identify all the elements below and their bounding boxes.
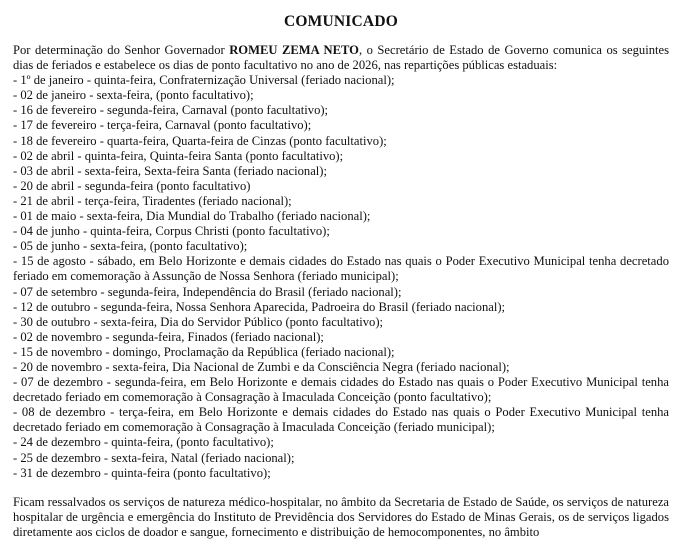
intro-text-before: Por determinação do Senhor Governador: [13, 43, 230, 57]
holiday-item: - 20 de abril - segunda-feira (ponto facultativo): [13, 178, 251, 193]
holiday-item: - 15 de agosto - sábado, em Belo Horizonte e demais cidades do Estado nas quais o Poder Executivo Municipal tenha decretado feriado em comemoração à Assunção de Nossa Senhora (feriado municipal);: [13, 254, 669, 284]
document-page: [13, 0, 669, 540]
holiday-item: - 25 de dezembro - sexta-feira, Natal (feriado nacional);: [13, 450, 295, 465]
holiday-item: - 03 de abril - sexta-feira, Sexta-feira Santa (feriado nacional);: [13, 163, 327, 178]
holiday-item: - 30 de outubro - sexta-feira, Dia do Servidor Público (ponto facultativo);: [13, 314, 384, 329]
intro-paragraph: [13, 43, 669, 73]
document-body: [13, 43, 669, 540]
holiday-item: - 31 de dezembro - quinta-feira (ponto facultativo);: [13, 465, 271, 480]
holiday-item: - 05 de junho - sexta-feira, (ponto facultativo);: [13, 239, 248, 254]
holiday-item: - 02 de janeiro - sexta-feira, (ponto facultativo);: [13, 88, 254, 103]
holiday-item: - 15 de novembro - domingo, Proclamação da República (feriado nacional);: [13, 344, 395, 359]
holiday-item: - 07 de dezembro - segunda-feira, em Belo Horizonte e demais cidades do Estado nas quais o Poder Executivo Municipal tenha decretado feriado em comemoração à Consagração à Imaculada Conceição (ponto facultativo);: [13, 375, 669, 405]
holiday-item: - 16 de fevereiro - segunda-feira, Carnaval (ponto facultativo);: [13, 103, 329, 118]
holiday-item: - 24 de dezembro - quinta-feira, (ponto facultativo);: [13, 435, 274, 450]
holiday-item: - 1º de janeiro - quinta-feira, Confraternização Universal (feriado nacional);: [13, 73, 395, 88]
holiday-item: - 04 de junho - quinta-feira, Corpus Christi (ponto facultativo);: [13, 224, 330, 239]
intro-text-after: , o Secretário de Estado de Governo comunica os seguintes dias de feriados e estabelece os dias de ponto facultativo no ano de 2026, nas repartições públicas estaduais:: [13, 43, 669, 73]
holiday-item: - 20 de novembro - sexta-feira, Dia Nacional de Zumbi e da Consciência Negra (feriado nacional);: [13, 359, 510, 374]
holiday-item: - 02 de novembro - segunda-feira, Finados (feriado nacional);: [13, 329, 324, 344]
holiday-item: - 12 de outubro - segunda-feira, Nossa Senhora Aparecida, Padroeira do Brasil (feriado nacional);: [13, 299, 506, 314]
governor-name: ROMEU ZEMA NETO: [229, 43, 359, 57]
document-title: COMUNICADO: [284, 13, 398, 30]
closing-paragraph: Ficam ressalvados os serviços de natureza médico-hospitalar, no âmbito da Secretaria de Estado de Saúde, os serviços de natureza hospitalar de urgência e emergência do Instituto de Previdência dos Servidores do Estado de Minas Gerais, os de serviços ligados diretamente aos ciclos de doador e sangue, fornecimento e distribuição de hemocomponentes, no âmbito: [13, 494, 669, 539]
holiday-item: - 08 de dezembro - terça-feira, em Belo Horizonte e demais cidades do Estado nas quais o Poder Executivo Municipal tenha decretado feriado em comemoração à Consagração à Imaculada Conceição (feriado municipal);: [13, 405, 669, 435]
holiday-list: [13, 73, 669, 481]
holiday-item: - 02 de abril - quinta-feira, Quinta-feira Santa (ponto facultativo);: [13, 148, 344, 163]
holiday-item: - 21 de abril - terça-feira, Tiradentes (feriado nacional);: [13, 193, 292, 208]
holiday-item: - 17 de fevereiro - terça-feira, Carnaval (ponto facultativo);: [13, 118, 312, 133]
holiday-item: - 01 de maio - sexta-feira, Dia Mundial do Trabalho (feriado nacional);: [13, 209, 371, 224]
holiday-item: - 07 de setembro - segunda-feira, Independência do Brasil (feriado nacional);: [13, 284, 402, 299]
holiday-item: - 18 de fevereiro - quarta-feira, Quarta-feira de Cinzas (ponto facultativo);: [13, 133, 387, 148]
